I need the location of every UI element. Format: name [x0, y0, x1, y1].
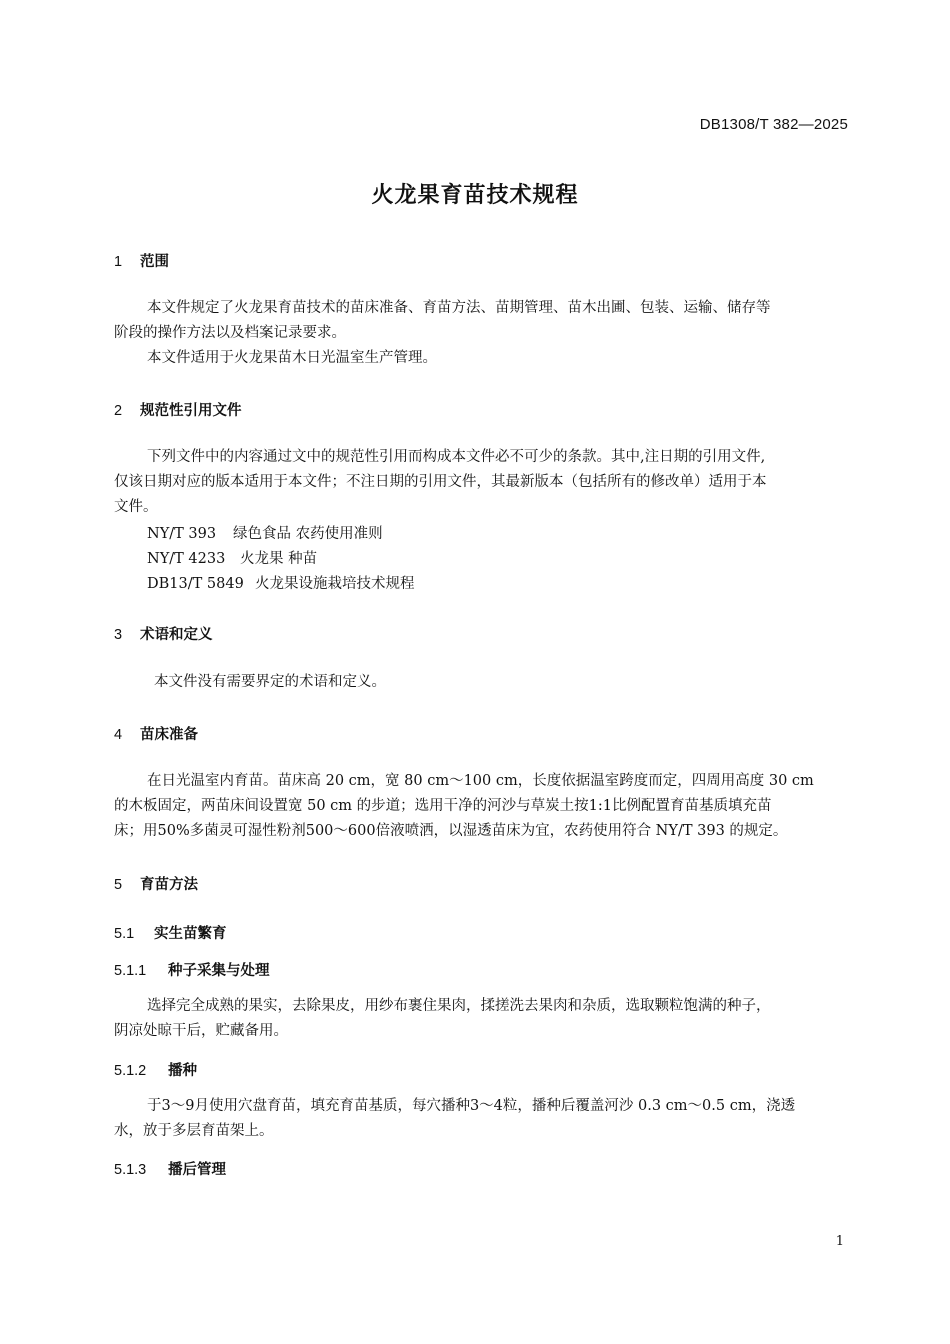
reference-item	[147, 522, 383, 543]
section-title: 苗床准备	[140, 727, 198, 743]
reference-code: NY/T 393	[147, 526, 217, 542]
section-title: 播种	[168, 1063, 197, 1079]
section-title: 术语和定义	[140, 627, 213, 643]
paragraph-line: 的木板固定，两苗床间设置宽 50 cm 的步道；选用干净的河沙与草炭土按1:1比例配置育苗基质填充苗	[114, 798, 772, 814]
paragraph-line: 于3～9月使用穴盘育苗，填充育苗基质，每穴播种3～4粒，播种后覆盖河沙 0.3 cm～0.5 cm，浇透	[147, 1098, 796, 1114]
paragraph-line: 本文件规定了火龙果育苗技术的苗床准备、育苗方法、苗期管理、苗木出圃、包装、运输、储存等	[147, 300, 771, 316]
paragraph-line: 本文件没有需要界定的术语和定义。	[154, 674, 386, 690]
reference-name: 火龙果 种苗	[240, 551, 318, 567]
reference-name: 火龙果设施栽培技术规程	[255, 576, 415, 592]
section-heading-1	[114, 250, 169, 271]
subsection-heading-5-1-2	[114, 1059, 197, 1080]
subsection-heading-5-1-3	[114, 1158, 226, 1179]
paragraph-line: 床；用50%多菌灵可湿性粉剂500～600倍液喷洒，以湿透苗床为宜，农药使用符合 NY/T 393 的规定。	[114, 823, 788, 839]
section-number: 5.1.2	[114, 1063, 147, 1079]
paragraph-line: 水，放于多层育苗架上。	[114, 1123, 274, 1139]
paragraph-line: 在日光温室内育苗。苗床高 20 cm，宽 80 cm～100 cm，长度依据温室跨度而定，四周用高度 30 cm	[147, 773, 814, 789]
section-title: 种子采集与处理	[168, 963, 270, 979]
section-title: 实生苗繁育	[154, 926, 227, 942]
section-number: 5	[114, 877, 123, 893]
paragraph-line: 下列文件中的内容通过文中的规范性引用而构成本文件必不可少的条款。其中,注日期的引用文件,	[147, 449, 766, 465]
section-number: 1	[114, 254, 123, 270]
paragraph-line: 选择完全成熟的果实，去除果皮，用纱布裹住果肉，揉搓洗去果肉和杂质，选取颗粒饱满的种子，	[147, 998, 771, 1014]
reference-name: 绿色食品 农药使用准则	[233, 526, 383, 542]
paragraph-seedbed	[114, 769, 859, 844]
section-heading-3	[114, 623, 213, 644]
reference-code: NY/T 4233	[147, 551, 226, 567]
section-number: 3	[114, 627, 123, 643]
reference-item	[147, 547, 317, 568]
page-number: 1	[835, 1234, 844, 1249]
paragraph-sowing	[114, 1094, 859, 1144]
section-title: 播后管理	[168, 1162, 226, 1178]
paragraph-seed-collection	[114, 994, 859, 1044]
section-heading-5	[114, 873, 198, 894]
section-heading-4	[114, 723, 198, 744]
document-title: 火龙果育苗技术规程	[371, 183, 579, 208]
paragraph-line: 本文件适用于火龙果苗木日光温室生产管理。	[147, 350, 437, 366]
section-number: 4	[114, 727, 123, 743]
reference-code: DB13/T 5849	[147, 576, 244, 592]
subsection-heading-5-1-1	[114, 959, 270, 980]
paragraph-line: 文件。	[114, 499, 158, 515]
section-heading-2	[114, 399, 242, 420]
section-number: 5.1	[114, 926, 135, 942]
standard-code: DB1308/T 382—2025	[699, 116, 848, 133]
section-title: 育苗方法	[140, 877, 198, 893]
section-number: 5.1.1	[114, 963, 147, 979]
subsection-heading-5-1	[114, 922, 227, 943]
section-title: 规范性引用文件	[140, 403, 242, 419]
paragraph-line: 仅该日期对应的版本适用于本文件；不注日期的引用文件，其最新版本（包括所有的修改单）适用于本	[114, 474, 767, 490]
section-title: 范围	[140, 254, 169, 270]
paragraph-scope	[114, 296, 859, 371]
section-number: 5.1.3	[114, 1162, 147, 1178]
paragraph-line: 阶段的操作方法以及档案记录要求。	[114, 325, 346, 341]
paragraph-normative-refs	[114, 445, 859, 520]
section-number: 2	[114, 403, 123, 419]
reference-item	[147, 572, 415, 593]
paragraph-line: 阴凉处晾干后，贮藏备用。	[114, 1023, 288, 1039]
paragraph-terms	[114, 670, 859, 695]
